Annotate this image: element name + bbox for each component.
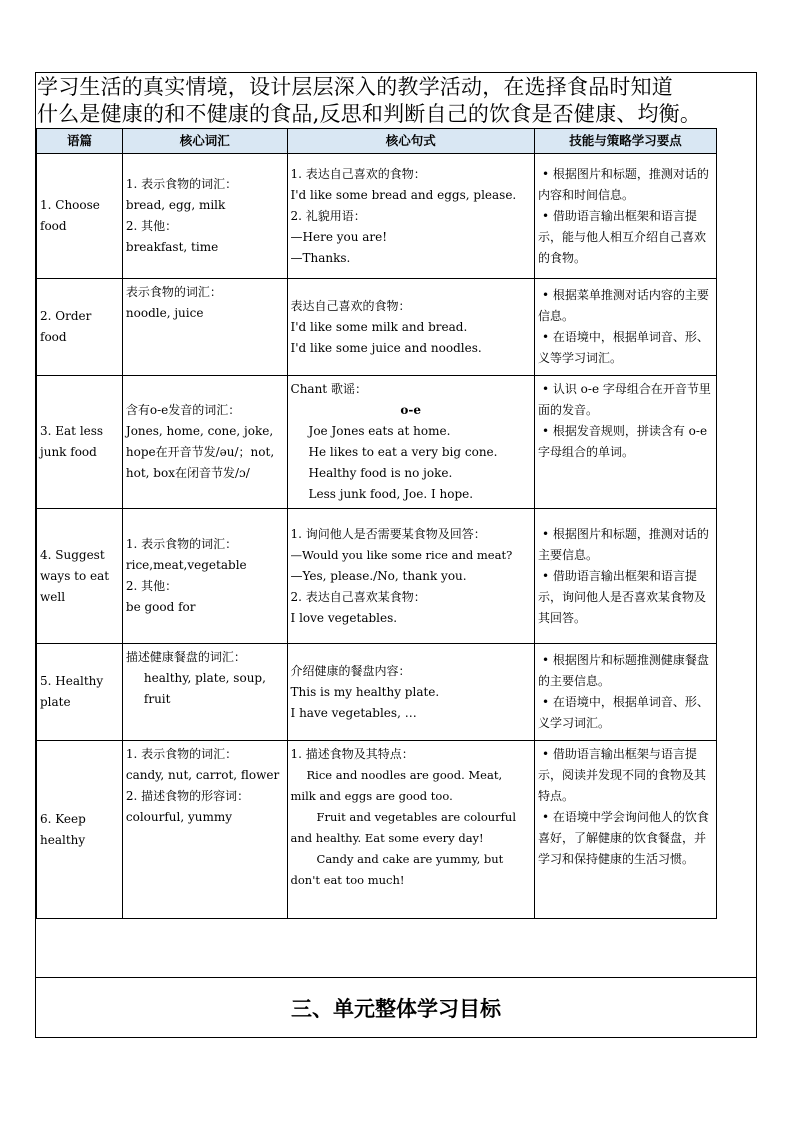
row-vocab [122, 279, 287, 376]
sentence-line: I'd like some juice and noodles. [290, 340, 482, 355]
skill-point: • 借助语言输出框架和语言提示，询问他人是否喜欢某食物及其回答。 [537, 568, 706, 625]
row-skills [534, 509, 716, 644]
sentence-line: I'd like some bread and eggs, please. [290, 187, 517, 202]
table-row [37, 376, 717, 509]
row-sentences [287, 741, 534, 919]
table-row [37, 509, 717, 644]
lesson-table [36, 128, 717, 919]
skill-point: • 认识 o-e 字母组合在开音节里面的发音。 [537, 382, 711, 417]
vocab-line: healthy, plate, soup, fruit [143, 671, 266, 706]
row-vocab [122, 741, 287, 919]
row-skills [534, 376, 716, 509]
sentence-line: Less junk food, Joe. I hope. [308, 487, 474, 501]
sentence-line: 表达自己喜欢的食物： [290, 298, 411, 313]
vocab-line: 含有o-e发音的词汇： [125, 403, 241, 417]
sentence-line: This is my healthy plate. [290, 684, 440, 699]
vocab-line: 2. 描述食物的形容词： [125, 789, 250, 803]
vocab-line: 表示食物的词汇： [125, 285, 222, 299]
table-header-row [37, 129, 717, 154]
row-skills [534, 154, 716, 279]
row-sentences [287, 509, 534, 644]
skill-point: • 在语境中，根据单词音、形、义等学习词汇。 [537, 330, 709, 365]
row-skills [534, 741, 716, 919]
vocab-line: 1. 表示食物的词汇： [125, 747, 238, 761]
vocab-line: 2. 其他： [125, 219, 178, 233]
vocab-line: colourful, yummy [125, 810, 233, 824]
row-title: 3. Eat less junk food [37, 376, 123, 509]
row-sentences [287, 154, 534, 279]
intro-line-2: 什么是健康的和不健康的食品,反思和判断自己的饮食是否健康、均衡。 [37, 102, 702, 126]
chant-title: o-e [400, 403, 422, 417]
row-vocab [122, 154, 287, 279]
sentence-line: 2. 礼貌用语： [290, 208, 366, 223]
row-sentences [287, 644, 534, 741]
row-vocab [122, 509, 287, 644]
row-vocab [122, 644, 287, 741]
table-row [37, 279, 717, 376]
sentence-line: Healthy food is no joke. [308, 466, 453, 480]
skill-point: • 借助语言输出框架和语言提示，能与他人相互介绍自己喜欢的食物。 [537, 208, 706, 265]
row-skills [534, 644, 716, 741]
sentence-line: —Thanks. [290, 250, 351, 265]
vocab-line: 1. 表示食物的词汇： [125, 177, 238, 191]
row-title: 2. Order food [37, 279, 123, 376]
sentence-line: 2. 表达自己喜欢某食物： [290, 589, 426, 604]
row-title: 1. Choose food [37, 154, 123, 279]
sentence-line: 介绍健康的餐盘内容： [290, 663, 411, 678]
sentence-line: Chant 歌谣： [290, 382, 367, 396]
sentence-line: Fruit and vegetables are colourful and healthy. Eat some every day! [290, 810, 517, 845]
sentence-line: 1. 描述食物及其特点： [290, 747, 414, 761]
row-skills [534, 279, 716, 376]
skill-point: • 根据发音规则，拼读含有 o-e 字母组合的单词。 [537, 424, 708, 459]
header-vocab: 核心词汇 [122, 129, 287, 154]
table-row [37, 741, 717, 919]
sentence-line: 1. 询问他人是否需要某食物及回答： [290, 526, 486, 541]
sentence-line: —Would you like some rice and meat? [290, 547, 513, 562]
row-sentences [287, 376, 534, 509]
row-title: 6. Keep healthy [37, 741, 123, 919]
header-sentences: 核心句式 [287, 129, 534, 154]
vocab-line: noodle, juice [125, 306, 204, 320]
header-text: 语篇 [37, 129, 123, 154]
sentence-line: I have vegetables, … [290, 705, 417, 720]
vocab-line: be good for [125, 600, 196, 614]
row-title: 5. Healthy plate [37, 644, 123, 741]
sentence-line: Rice and noodles are good. Meat, milk and eggs are good too. [290, 768, 503, 803]
table-row [37, 154, 717, 279]
sentence-line: Joe Jones eats at home. [308, 424, 451, 438]
sentence-line: I'd like some milk and bread. [290, 319, 468, 334]
header-skills: 技能与策略学习要点 [534, 129, 716, 154]
skill-point: • 借助语言输出框架与语言提示，阅读并发现不同的食物及其特点。 [537, 747, 706, 803]
table-row [37, 644, 717, 741]
intro-line-1: 学习生活的真实情境，设计层层深入的教学活动，在选择食品时知道 [37, 75, 673, 99]
skill-point: • 根据图片和标题推测健康餐盘的主要信息。 [537, 653, 709, 688]
row-title: 4. Suggest ways to eat well [37, 509, 123, 644]
skill-point: • 在语境中，根据单词音、形、义学习词汇。 [537, 695, 709, 730]
intro-paragraph [37, 74, 757, 128]
skill-point: • 根据菜单推测对话内容的主要信息。 [537, 288, 709, 323]
sentence-line: Candy and cake are yummy, but don't eat too much! [290, 852, 504, 887]
vocab-line: rice,meat,vegetable [125, 558, 247, 572]
section-title: 三、单元整体学习目标 [291, 997, 501, 1021]
sentence-line: 1. 表达自己喜欢的食物： [290, 166, 426, 181]
vocab-line: bread, egg, milk [125, 198, 226, 212]
vocab-line: 1. 表示食物的词汇： [125, 537, 238, 551]
skill-point: • 在语境中学会询问他人的饮食喜好，了解健康的饮食餐盘，并学习和保持健康的生活习惯。 [537, 810, 709, 866]
row-sentences [287, 279, 534, 376]
skill-point: • 根据图片和标题，推测对话的主要信息。 [537, 526, 709, 562]
vocab-line: candy, nut, carrot, flower [125, 768, 280, 782]
vocab-line: Jones, home, cone, joke, hope在开音节发/əu/；not, hot, box在闭音节发/ɔ/ [125, 424, 275, 480]
sentence-line: He likes to eat a very big cone. [308, 445, 498, 459]
sentence-line: —Here you are! [290, 229, 388, 244]
skill-point: • 根据图片和标题，推测对话的内容和时间信息。 [537, 166, 709, 202]
vocab-line: 2. 其他： [125, 579, 178, 593]
sentence-line: —Yes, please./No, thank you. [290, 568, 467, 583]
vocab-line: breakfast, time [125, 240, 219, 254]
vocab-line: 描述健康餐盘的词汇： [125, 650, 246, 664]
row-vocab [122, 376, 287, 509]
sentence-line: I love vegetables. [290, 610, 398, 625]
